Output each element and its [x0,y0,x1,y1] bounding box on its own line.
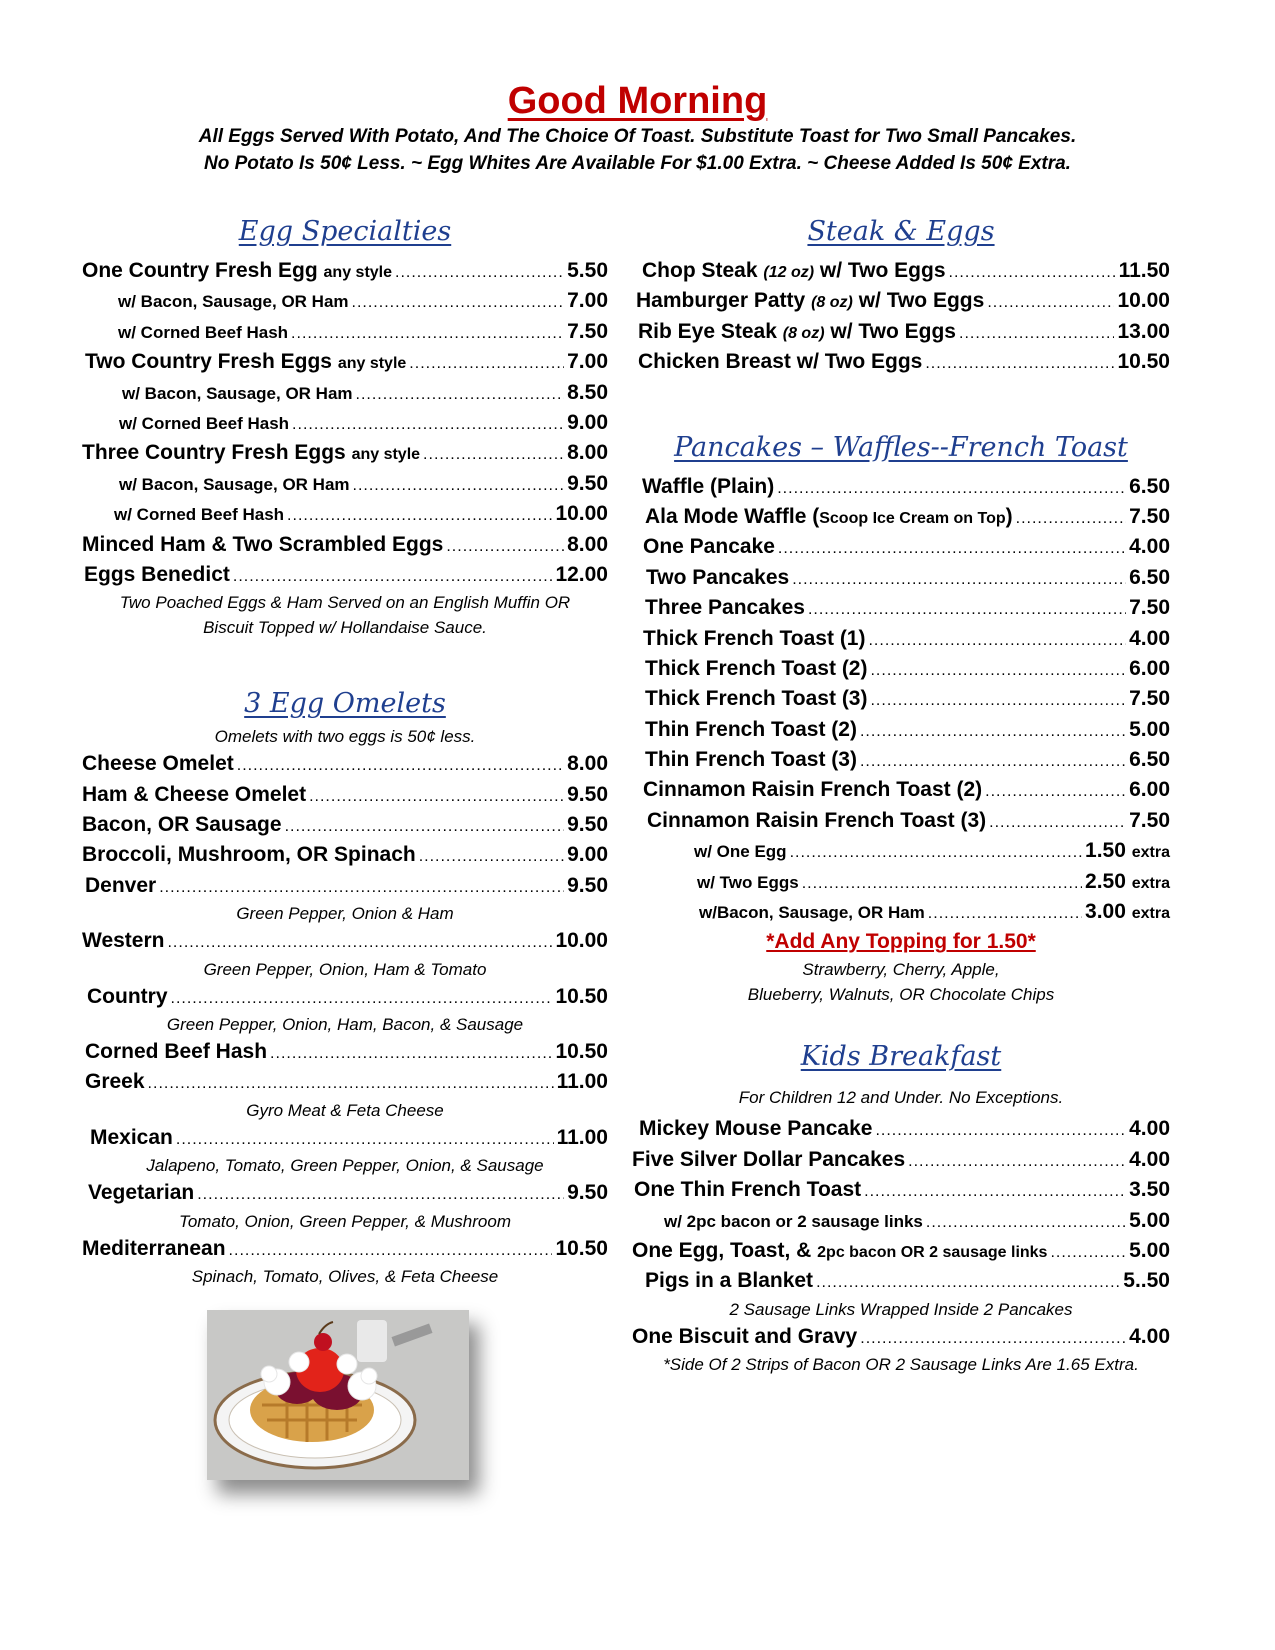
menu-item: Cinnamon Raisin French Toast (2) ..... 6.00 [632,775,1170,805]
item-description: 2 Sausage Links Wrapped Inside 2 Pancakes [729,1299,1073,1319]
page-title: Good Morning [507,80,768,122]
menu-item: Cinnamon Raisin French Toast (3) ..... 7.50 [632,806,1170,836]
menu-item: w/ Corned Beef Hash ..... 9.00 [82,408,608,438]
waffle-photo [207,1310,469,1480]
item-description: Biscuit Topped w/ Hollandaise Sauce. [203,618,487,638]
header-note-2: No Potato Is 50¢ Less. ~ Egg Whites Are Available For $1.00 Extra. ~ Cheese Added Is 50¢ Extra. [204,153,1071,174]
menu-item: Chicken Breast w/ Two Eggs ..... 10.50 [632,347,1170,377]
menu-item: Thick French Toast (2) ..... 6.00 [632,654,1170,684]
menu-item: Hamburger Patty (8 oz) w/ Two Eggs ..... 10.00 [632,286,1170,316]
left-column [82,212,608,1289]
menu-item: One Pancake ..... 4.00 [632,532,1170,562]
item-description: Jalapeno, Tomato, Green Pepper, Onion, & Sausage [146,1156,544,1176]
steak-eggs-title: Steak & Eggs [807,216,995,247]
menu-item: Chop Steak (12 oz) w/ Two Eggs ..... 11.50 [632,256,1170,286]
menu-item: w/ Corned Beef Hash ..... 10.00 [82,499,608,529]
menu-item: w/ Bacon, Sausage, OR Ham ..... 7.00 [82,286,608,316]
item-description: Gyro Meat & Feta Cheese [246,1100,444,1120]
menu-item: Five Silver Dollar Pancakes ..... 4.00 [632,1145,1170,1175]
menu-item: w/ Two Eggs ..... 2.50 extra [632,867,1170,897]
omelets-note: Omelets with two eggs is 50¢ less. [214,727,476,747]
menu-item: Corned Beef Hash ..... 10.50 [82,1037,608,1067]
menu-item: w/ 2pc bacon or 2 sausage links ..... 5.00 [632,1206,1170,1236]
menu-item: Cheese Omelet ..... 8.00 [82,749,608,779]
item-description: Spinach, Tomato, Olives, & Feta Cheese [191,1266,499,1286]
egg-specialties-title: Egg Specialties [238,216,452,247]
menu-item: Mediterranean ..... 10.50 [82,1234,608,1264]
item-description: Green Pepper, Onion, Ham & Tomato [203,959,487,979]
menu-item: Thick French Toast (1) ..... 4.00 [632,624,1170,654]
menu-item: Rib Eye Steak (8 oz) w/ Two Eggs ..... 13.00 [632,317,1170,347]
waffle-illustration [207,1310,469,1480]
topping-description: Blueberry, Walnuts, OR Chocolate Chips [747,985,1055,1005]
omelets-title: 3 Egg Omelets [244,688,446,720]
menu-item: Mickey Mouse Pancake ..... 4.00 [632,1114,1170,1144]
menu-item: Mexican ..... 11.00 [82,1123,608,1153]
menu-item: Minced Ham & Two Scrambled Eggs ..... 8.00 [82,530,608,560]
menu-item: w/ One Egg ..... 1.50 extra [632,836,1170,866]
menu-item: Bacon, OR Sausage ..... 9.50 [82,810,608,840]
menu-item: Thin French Toast (2) ..... 5.00 [632,715,1170,745]
topping-description: Strawberry, Cherry, Apple, [802,960,1000,980]
menu-item: Two Pancakes ..... 6.50 [632,563,1170,593]
menu-item: Thin French Toast (3) ..... 6.50 [632,745,1170,775]
menu-item: Vegetarian ..... 9.50 [82,1178,608,1208]
menu-item: Ham & Cheese Omelet ..... 9.50 [82,780,608,810]
menu-item: Western ..... 10.00 [82,926,608,956]
kids-title: Kids Breakfast [800,1041,1002,1073]
menu-item: Country ..... 10.50 [82,982,608,1012]
menu-item: Greek ..... 11.00 [82,1067,608,1097]
menu-item: One Thin French Toast ..... 3.50 [632,1175,1170,1205]
kids-footnote: *Side Of 2 Strips of Bacon OR 2 Sausage Links Are 1.65 Extra. [663,1355,1139,1375]
topping-note: *Add Any Topping for 1.50* [766,930,1036,954]
item-description: Two Poached Eggs & Ham Served on an English Muffin OR [119,593,571,613]
item-description: Green Pepper, Onion & Ham [236,904,454,924]
item-description: Green Pepper, Onion, Ham, Bacon, & Sausage [166,1015,524,1035]
menu-item: Pigs in a Blanket ..... 5..50 [632,1266,1170,1296]
menu-item: w/ Bacon, Sausage, OR Ham ..... 9.50 [82,469,608,499]
kids-note: For Children 12 and Under. No Exceptions. [738,1088,1064,1108]
menu-item: One Country Fresh Egg any style ..... 5.50 [82,256,608,286]
menu-item: Two Country Fresh Eggs any style ..... 7.00 [82,347,608,377]
menu-item: Three Pancakes ..... 7.50 [632,593,1170,623]
menu-item: Ala Mode Waffle (Scoop Ice Cream on Top) ..... 7.50 [632,502,1170,532]
menu-item: w/ Bacon, Sausage, OR Ham ..... 8.50 [82,378,608,408]
header-note-1: All Eggs Served With Potato, And The Choice Of Toast. Substitute Toast for Two Small Pancakes. [198,126,1077,147]
pancakes-title: Pancakes – Waffles--French Toast [674,431,1128,463]
menu-item: w/Bacon, Sausage, OR Ham ..... 3.00 extra [632,897,1170,927]
right-column [632,212,1170,1377]
menu-item: One Egg, Toast, & 2pc bacon OR 2 sausage links ..... 5.00 [632,1236,1170,1266]
menu-item: Eggs Benedict ..... 12.00 [82,560,608,590]
menu-item: Thick French Toast (3) ..... 7.50 [632,684,1170,714]
menu-item: w/ Corned Beef Hash ..... 7.50 [82,317,608,347]
menu-item: Three Country Fresh Eggs any style ..... 8.00 [82,438,608,468]
item-description: Tomato, Onion, Green Pepper, & Mushroom [179,1211,511,1231]
menu-item: Broccoli, Mushroom, OR Spinach ..... 9.00 [82,840,608,870]
menu-item: Waffle (Plain) ..... 6.50 [632,472,1170,502]
menu-item: One Biscuit and Gravy ..... 4.00 [632,1322,1170,1352]
menu-item: Denver ..... 9.50 [82,871,608,901]
